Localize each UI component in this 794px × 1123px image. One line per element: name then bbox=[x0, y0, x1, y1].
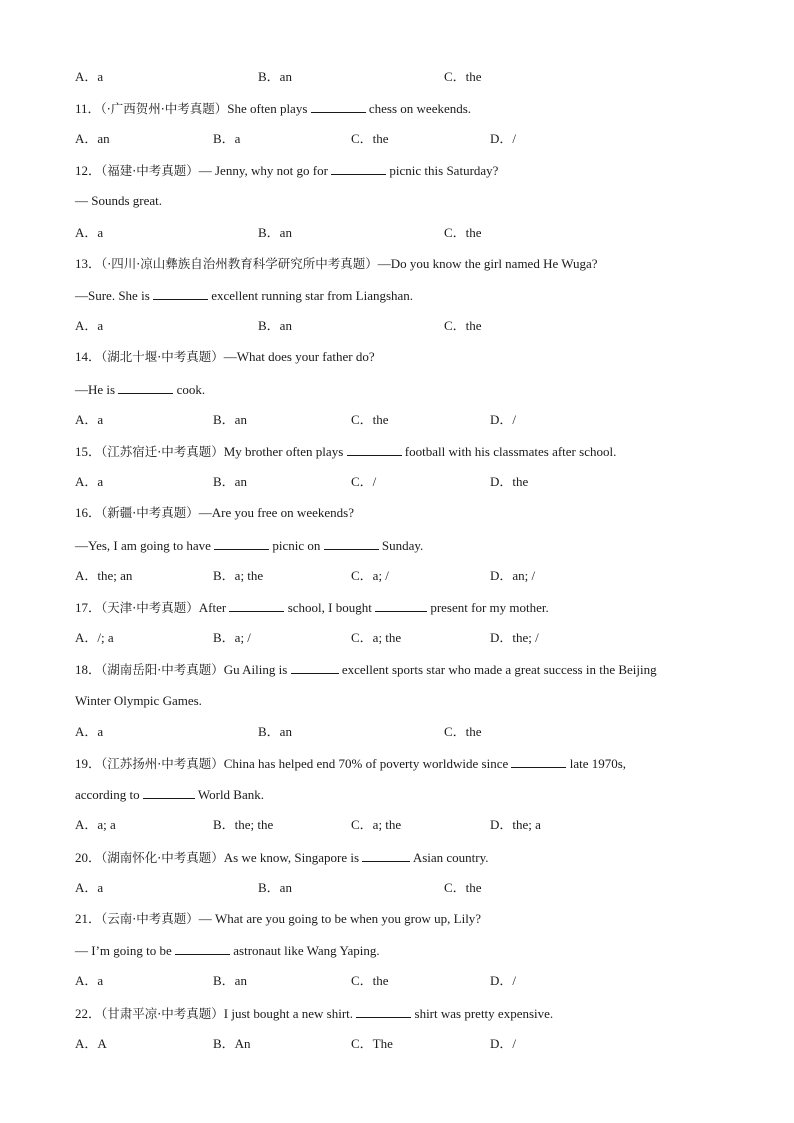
option-d: D．/ bbox=[490, 412, 517, 427]
question-text: —Yes, I am going to have bbox=[75, 538, 215, 553]
question-source: （湖南岳阳·中考真题） bbox=[101, 662, 224, 677]
option-c: C．the bbox=[444, 225, 482, 240]
option-a: A．a bbox=[75, 973, 104, 988]
question-source: （江苏宿迁·中考真题） bbox=[101, 444, 224, 459]
question-text: —Sure. She is bbox=[75, 288, 153, 303]
question-source: （甘肃平凉·中考真题） bbox=[101, 1006, 224, 1021]
question-text: — What are you going to be when you grow up, Lily? bbox=[198, 911, 482, 926]
question-source: （湖南怀化·中考真题） bbox=[101, 850, 224, 865]
option-b: B．an bbox=[258, 318, 292, 333]
option-a: A．a; a bbox=[75, 817, 116, 832]
question-text-line2 bbox=[75, 942, 380, 959]
question-17 bbox=[75, 599, 549, 616]
question-text: late 1970s, bbox=[566, 756, 627, 771]
answer-blank bbox=[362, 849, 410, 862]
question-text: excellent sports star who made a great success in the Beijing bbox=[338, 662, 657, 677]
option-c: C．the bbox=[444, 318, 482, 333]
question-22 bbox=[75, 1005, 553, 1022]
option-a: A．a bbox=[75, 318, 104, 333]
option-c: C．/ bbox=[351, 474, 377, 489]
question-source: （新疆·中考真题） bbox=[101, 505, 199, 520]
question-number: 22． bbox=[75, 1006, 102, 1021]
question-text: shirt was pretty expensive. bbox=[411, 1006, 554, 1021]
question-source: （·四川·凉山彝族自治州教育科学研究所中考真题） bbox=[101, 256, 378, 271]
option-a: A．/; a bbox=[75, 630, 114, 645]
answer-blank bbox=[143, 786, 195, 799]
option-c: C．a; / bbox=[351, 568, 389, 583]
option-d: D．/ bbox=[490, 1036, 517, 1051]
question-number: 20． bbox=[75, 850, 102, 865]
question-source: （湖北十堰·中考真题） bbox=[101, 349, 224, 364]
question-text-line2 bbox=[75, 287, 413, 304]
option-b: B．an bbox=[258, 880, 292, 895]
option-d: D．an; / bbox=[490, 568, 536, 583]
option-a: A．a bbox=[75, 412, 104, 427]
option-d: D．the; / bbox=[490, 630, 539, 645]
answer-blank bbox=[175, 942, 230, 955]
answer-blank bbox=[229, 599, 284, 612]
option-c: C．a; the bbox=[351, 817, 402, 832]
question-source: （福建·中考真题） bbox=[101, 163, 199, 178]
question-text: China has helped end 70% of poverty worldwide since bbox=[223, 756, 512, 771]
option-b: B．an bbox=[258, 724, 292, 739]
answer-blank bbox=[324, 537, 379, 550]
option-b: B．An bbox=[213, 1036, 251, 1051]
question-number: 18． bbox=[75, 662, 102, 677]
question-text: Gu Ailing is bbox=[223, 662, 291, 677]
option-a: A．a bbox=[75, 225, 104, 240]
question-text: —Do you know the girl named He Wuga? bbox=[377, 256, 598, 271]
question-text: picnic on bbox=[269, 538, 324, 553]
option-d: D．/ bbox=[490, 973, 517, 988]
question-number: 16． bbox=[75, 505, 102, 520]
question-text: Sunday. bbox=[378, 538, 424, 553]
answer-blank bbox=[153, 287, 208, 300]
option-b: B．a bbox=[213, 131, 241, 146]
option-c: C．the bbox=[351, 973, 389, 988]
question-text: picnic this Saturday? bbox=[386, 163, 499, 178]
answer-blank bbox=[511, 755, 566, 768]
question-text: astronaut like Wang Yaping. bbox=[230, 943, 380, 958]
answer-blank bbox=[356, 1005, 411, 1018]
option-a: A．a bbox=[75, 474, 104, 489]
question-16 bbox=[75, 505, 354, 521]
option-d: D．the bbox=[490, 474, 529, 489]
option-a: A．an bbox=[75, 131, 110, 146]
question-19 bbox=[75, 755, 626, 772]
question-number: 17． bbox=[75, 600, 102, 615]
option-c: C．the bbox=[444, 880, 482, 895]
answer-blank bbox=[291, 661, 339, 674]
question-text-line2 bbox=[75, 537, 423, 554]
question-source: （·广西贺州·中考真题） bbox=[100, 101, 228, 116]
option-d: D．the; a bbox=[490, 817, 541, 832]
question-text: —He is bbox=[75, 382, 119, 397]
question-text: according to bbox=[75, 787, 143, 802]
question-text: — I’m going to be bbox=[75, 943, 176, 958]
option-c: C．the bbox=[444, 724, 482, 739]
question-text: As we know, Singapore is bbox=[223, 850, 363, 865]
question-12 bbox=[75, 162, 498, 179]
option-b: B．a; the bbox=[213, 568, 264, 583]
option-b: B．an bbox=[213, 412, 247, 427]
question-text: World Bank. bbox=[194, 787, 265, 802]
question-15 bbox=[75, 443, 616, 460]
option-c: C．The bbox=[351, 1036, 393, 1051]
answer-blank bbox=[311, 100, 366, 113]
question-number: 21． bbox=[75, 911, 102, 926]
option-b: B．an bbox=[213, 474, 247, 489]
question-source: （江苏扬州·中考真题） bbox=[101, 756, 224, 771]
question-text: cook. bbox=[173, 382, 206, 397]
option-c: C．the bbox=[351, 412, 389, 427]
question-text: After bbox=[198, 600, 230, 615]
question-21 bbox=[75, 911, 481, 927]
option-a: A．a bbox=[75, 69, 104, 84]
question-text: present for my mother. bbox=[427, 600, 549, 615]
option-c: C．the bbox=[444, 69, 482, 84]
question-text-line2 bbox=[75, 786, 264, 803]
question-18 bbox=[75, 661, 657, 678]
question-text: —Are you free on weekends? bbox=[198, 505, 354, 520]
question-text-line2: Winter Olympic Games. bbox=[75, 693, 202, 708]
question-number: 12． bbox=[75, 163, 102, 178]
question-source: （云南·中考真题） bbox=[101, 911, 199, 926]
question-number: 19． bbox=[75, 756, 102, 771]
answer-blank bbox=[347, 443, 402, 456]
answer-blank bbox=[214, 537, 269, 550]
question-text-line2 bbox=[75, 381, 205, 398]
option-a: A．a bbox=[75, 880, 104, 895]
option-c: C．the bbox=[351, 131, 389, 146]
question-text: excellent running star from Liangshan. bbox=[208, 288, 414, 303]
question-text: I just bought a new shirt. bbox=[223, 1006, 357, 1021]
option-a: A．the; an bbox=[75, 568, 133, 583]
option-a: A．a bbox=[75, 724, 104, 739]
question-13 bbox=[75, 256, 598, 272]
answer-blank bbox=[375, 599, 427, 612]
question-text: Asian country. bbox=[410, 850, 489, 865]
option-b: B．an bbox=[213, 973, 247, 988]
question-number: 13． bbox=[75, 256, 102, 271]
answer-blank bbox=[118, 381, 173, 394]
option-b: B．an bbox=[258, 225, 292, 240]
question-number: 14． bbox=[75, 349, 102, 364]
question-text: —What does your father do? bbox=[223, 349, 375, 364]
question-14 bbox=[75, 349, 375, 365]
question-text: chess on weekends. bbox=[365, 101, 472, 116]
question-text: — Jenny, why not go for bbox=[198, 163, 332, 178]
option-d: D．/ bbox=[490, 131, 517, 146]
option-a: A．A bbox=[75, 1036, 107, 1051]
option-b: B．the; the bbox=[213, 817, 274, 832]
question-text: school, I bought bbox=[284, 600, 376, 615]
question-text-line2: — Sounds great. bbox=[75, 193, 163, 208]
question-20 bbox=[75, 849, 489, 866]
option-b: B．an bbox=[258, 69, 292, 84]
option-b: B．a; / bbox=[213, 630, 251, 645]
question-text: My brother often plays bbox=[223, 444, 347, 459]
question-source: （天津·中考真题） bbox=[101, 600, 199, 615]
question-11 bbox=[75, 100, 471, 117]
option-c: C．a; the bbox=[351, 630, 402, 645]
answer-blank bbox=[331, 162, 386, 175]
question-text: She often plays bbox=[227, 101, 311, 116]
question-number: 11． bbox=[75, 101, 101, 116]
question-number: 15． bbox=[75, 444, 102, 459]
question-text: football with his classmates after school. bbox=[401, 444, 617, 459]
